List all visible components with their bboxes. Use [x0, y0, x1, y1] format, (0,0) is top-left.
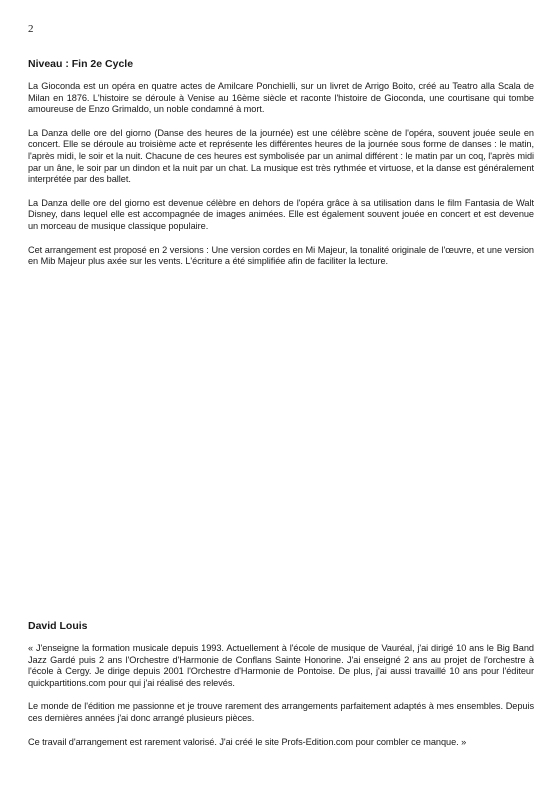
fantasia-paragraph: La Danza delle ore del giorno est devenue célèbre en dehors de l'opéra grâce à sa utilisation dans le film Fantasia de Walt Disney, dans lequel elle est accompagnée de images animées. Elle est également souvent jouée en concert et est devenue un morceau de musique classique populaire.: [28, 197, 534, 231]
level-heading: Niveau : Fin 2e Cycle: [28, 58, 134, 70]
author-bio-paragraph: « J'enseigne la formation musicale depuis 1993. Actuellement à l'école de musique de Vauréal, j'ai dirigé 10 ans le Big Band Jazz Gardé puis 2 ans l'Orchestre d'Harmonie de Conflans Sainte Honorine. J'ai enseigné 2 ans au projet de l'orchestre à l'école à Cergy. Je dirige depuis 2001 l'Orchestre d'Harmonie de Pontoise. De plus, j'ai aussi travaillé 10 ans pour l'éditeur quickpartitions.com pour qui j'ai réalisé des relevés.: [28, 643, 534, 688]
page-number: 2: [28, 23, 34, 35]
author-heading: David Louis: [28, 620, 88, 632]
opera-intro-paragraph: La Gioconda est un opéra en quatre actes de Amilcare Ponchielli, sur un livret de Arrigo Boito, créé au Teatro alla Scala de Milan en 1876. L'histoire se déroule à Venise au 16ème siècle et raconte l'histoire de Gioconda, une courtisane qui tombe amoureuse de Enzo Grimaldo, un noble condamné à mort.: [28, 81, 534, 115]
author-section: [28, 620, 534, 760]
author-edition-paragraph: Le monde de l'édition me passionne et je trouve rarement des arrangements parfaitement adaptés à mes ensembles. Depuis ces dernières années j'ai donc arrangé plusieurs pièces.: [28, 701, 534, 723]
level-section: [28, 58, 534, 280]
danza-description-paragraph: La Danza delle ore del giorno (Danse des heures de la journée) est une célèbre scène de l'opéra, souvent jouée seule en concert. Elle se déroule au troisième acte et représente les différentes heures de la journée sous forme de danses : le matin, l'après midi, le soir et la nuit. Chacune de ces heures est symbolisée par un animal différent : le matin par un coq, l'après midi par un âne, le soir par un dindon et la nuit par un chat. La musique est très rythmée et virtuose, et la danse est généralement interprétée par des ballet.: [28, 127, 534, 185]
author-closing-paragraph: Ce travail d'arrangement est rarement valorisé. J'ai créé le site Profs-Edition.com pour combler ce manque. »: [28, 736, 467, 747]
arrangement-versions-paragraph: Cet arrangement est proposé en 2 versions : Une version cordes en Mi Majeur, la tonalité originale de l'œuvre, et une version en Mib Majeur plus axée sur les vents. L'écriture a été simplifiée afin de faciliter la lecture.: [28, 244, 534, 267]
